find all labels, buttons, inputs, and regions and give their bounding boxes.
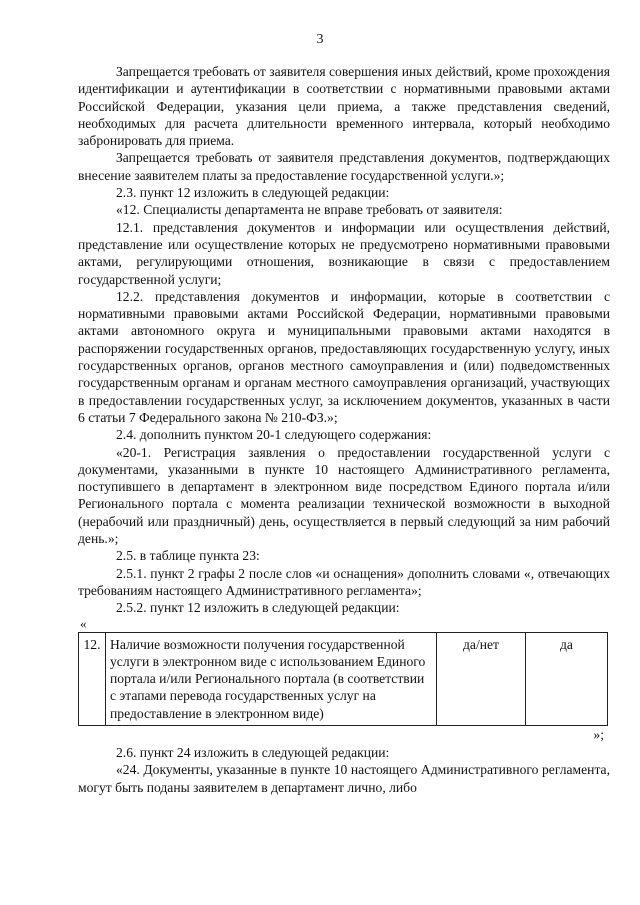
table-row xyxy=(79,632,608,725)
amendment-table xyxy=(78,632,608,726)
paragraph: 12.1. представления документов и информации или осуществления действий, представление или осуществление которых не предусмотрено нормативными правовыми актами, регулирующими отношения, возникающие в связи с предоставлением государственной услуги; xyxy=(78,219,610,287)
row-value-cell: да xyxy=(526,632,608,725)
paragraph: Запрещается требовать от заявителя представления документов, подтверждающих внесение заявителем платы за предоставление государственной услуги.»; xyxy=(78,150,610,183)
closing-quote: »; xyxy=(593,726,604,742)
document-body xyxy=(78,63,610,796)
paragraph: «24. Документы, указанные в пункте 10 настоящего Административного регламента, могут быть поданы заявителем в департамент лично, либо xyxy=(78,762,610,795)
paragraph: 2.5.1. пункт 2 графы 2 после слов «и оснащения» дополнить словами «, отвечающих требованиям настоящего Административного регламента»; xyxy=(78,565,610,598)
paragraph: «20-1. Регистрация заявления о предоставлении государственной услуги с документами, указанными в пункте 10 настоящего Административного регламента, поступившего в департамент в электронном виде посредством Единого портала и/или Регионального портала с момента реализации технической возможности в выходной (нерабочий или праздничный) день, осуществляется в первый следующий за ним рабочий день.»; xyxy=(78,444,610,547)
paragraph: Запрещается требовать от заявителя совершения иных действий, кроме прохождения идентификации и аутентификации в соответствии с нормативными правовыми актами Российской Федерации, указания цели приема, а также представления сведений, необходимых для расчета длительности временного интервала, который необходимо забронировать для приема. xyxy=(78,64,610,149)
paragraph: 2.6. пункт 24 изложить в следующей редакции: xyxy=(116,744,390,760)
page-number: 3 xyxy=(316,32,324,47)
opening-quote: « xyxy=(80,615,87,631)
row-description-cell: Наличие возможности получения государственной услуги в электронном виде с использованием Единого портала и/или Регионального портала (в соответствии с этапами перевода государственных услуг на предоставление в электронном виде) xyxy=(106,632,437,725)
paragraph: 2.5.2. пункт 12 изложить в следующей редакции: xyxy=(116,600,400,616)
row-number-cell: 12. xyxy=(79,632,106,725)
paragraph: 2.5. в таблице пункта 23: xyxy=(116,548,260,564)
paragraph: 12.2. представления документов и информации, которые в соответствии с нормативными правовыми актами Российской Федерации, нормативными правовыми актами автономного округа и муниципальными правовыми актами находятся в распоряжении государственных органов, предоставляющих государственную услугу, иных государственных органов, органов местного самоуправления и (или) подведомственных государственным органам и органам местного самоуправления организаций, участвующих в предоставлении государственных услуг, за исключением документов, указанных в части 6 статьи 7 Федерального закона № 210-ФЗ.»; xyxy=(78,288,610,425)
paragraph: 2.3. пункт 12 изложить в следующей редакции: xyxy=(116,185,390,201)
row-unit-cell: да/нет xyxy=(437,632,526,725)
paragraph: «12. Специалисты департамента не вправе требовать от заявителя: xyxy=(116,202,503,218)
paragraph: 2.4. дополнить пунктом 20-1 следующего содержания: xyxy=(116,427,432,443)
